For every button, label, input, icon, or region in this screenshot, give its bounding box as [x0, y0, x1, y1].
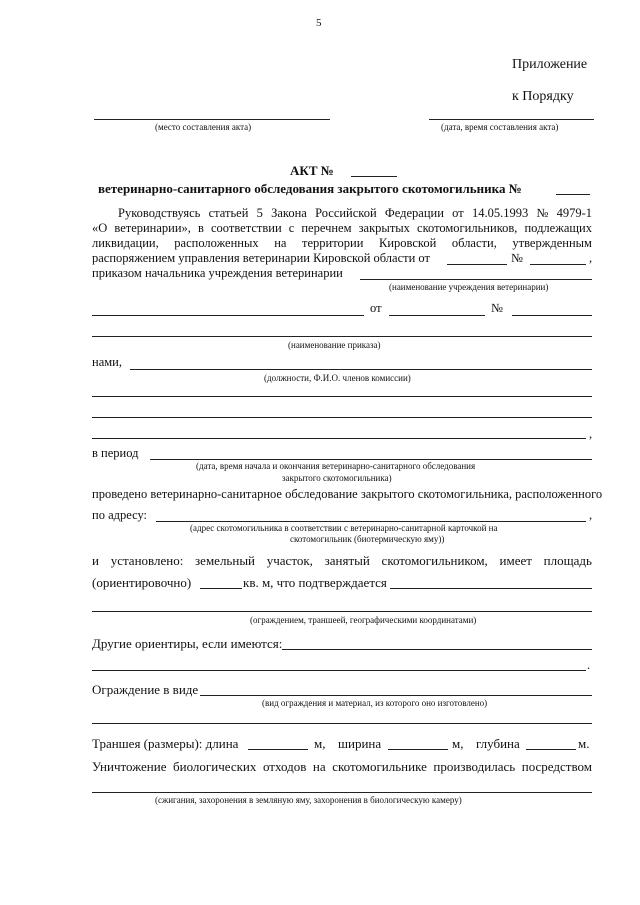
act-subtitle: ветеринарно-санитарного обследования закрытого скотомогильника №	[98, 181, 522, 196]
fence-caption: (вид ограждения и материал, из которого оно изготовлено)	[262, 698, 488, 708]
trench-length-line[interactable]	[248, 749, 308, 750]
institution-caption: (наименование учреждения ветеринарии)	[389, 282, 549, 292]
intro-line-1: Руководствуясь статьей 5 Закона Российской Федерации от 14.05.1993 № 4979-1	[118, 206, 592, 220]
fence-line[interactable]	[200, 695, 592, 696]
trench-label: Траншея (размеры): длина	[92, 736, 239, 751]
address-line[interactable]	[156, 521, 586, 522]
landmarks-line-2[interactable]	[92, 670, 586, 671]
commission-line-1[interactable]	[130, 369, 592, 370]
period-line[interactable]	[150, 459, 592, 460]
datetime-line[interactable]	[429, 119, 594, 120]
conducted-text: проведено ветеринарно-санитарное обследование закрытого скотомогильника, расположенного	[92, 487, 603, 501]
commission-line-2[interactable]	[92, 396, 592, 397]
decree-date-line[interactable]	[447, 264, 507, 265]
address-comma: ,	[589, 508, 593, 522]
datetime-caption: (дата, время составления акта)	[441, 122, 559, 132]
commission-line-3[interactable]	[92, 417, 592, 418]
order-name-line[interactable]	[92, 315, 364, 316]
trench-width-label: ширина	[338, 736, 382, 751]
intro-line-3: ликвидации, расположенных на территории Кировской области, утвержденным	[92, 236, 592, 250]
period-caption-2: закрытого скотомогильника)	[282, 473, 392, 483]
from-label: от	[370, 301, 382, 315]
commission-comma: ,	[589, 427, 593, 441]
act-title: АКТ №	[290, 163, 334, 178]
address-caption-2: скотомогильник (биотермическую яму))	[290, 534, 445, 544]
period-caption-1: (дата, время начала и окончания ветеринарно-санитарного обследования	[196, 461, 476, 471]
intro-line-2: «О ветеринарии», в соответствии с перечнем закрытых скотомогильников, подлежащих	[92, 221, 592, 235]
trench-m1: м,	[314, 736, 326, 751]
area-line[interactable]	[200, 588, 242, 589]
address-label: по адресу:	[92, 508, 148, 522]
number-sign: №	[511, 251, 523, 265]
institution-line[interactable]	[360, 279, 592, 280]
confirmed-by-line-2[interactable]	[92, 611, 592, 612]
landmarks-label: Другие ориентиры, если имеются:	[92, 636, 283, 651]
trench-width-line[interactable]	[388, 749, 448, 750]
order-number-sign: №	[491, 301, 503, 315]
commission-caption: (должности, Ф.И.О. членов комиссии)	[264, 373, 411, 383]
confirmed-caption: (ограждением, траншеей, географическими координатами)	[250, 615, 477, 625]
appendix-subtitle: к Порядку	[512, 89, 574, 104]
trench-depth-line[interactable]	[526, 749, 576, 750]
order-name-line-2[interactable]	[92, 336, 592, 337]
burial-number-line[interactable]	[556, 194, 590, 195]
destruction-caption: (сжигания, захоронения в земляную яму, захоронения в биологическую камеру)	[155, 795, 462, 805]
address-caption-1: (адрес скотомогильника в соответствии с ветеринарно-санитарной карточкой на	[190, 523, 498, 533]
order-date-line[interactable]	[389, 315, 485, 316]
destruction-method-line[interactable]	[92, 792, 592, 793]
landmarks-period: .	[587, 658, 591, 672]
comma-mark: ,	[589, 251, 593, 265]
place-caption: (место составления акта)	[155, 122, 252, 132]
approx-label: (ориентировочно)	[92, 575, 192, 590]
trench-m3: м.	[578, 736, 590, 751]
trench-depth-label: глубина	[476, 736, 520, 751]
fence-line-2[interactable]	[92, 723, 592, 724]
intro-line-4: распоряжением управления ветеринарии Кировской области от	[92, 251, 430, 265]
place-line[interactable]	[94, 119, 330, 120]
intro-line-5: приказом начальника учреждения ветеринарии	[92, 266, 343, 280]
order-number-line[interactable]	[512, 315, 592, 316]
established-line: и установлено: земельный участок, занятый скотомогильником, имеет площадь	[92, 553, 592, 568]
page-number: 5	[316, 17, 322, 29]
destruction-line: Уничтожение биологических отходов на скотомогильнике производилась посредством	[92, 759, 592, 774]
sqm-label: кв. м, что подтверждается	[243, 575, 387, 590]
decree-number-line[interactable]	[530, 264, 586, 265]
order-caption: (наименование приказа)	[288, 340, 381, 350]
act-number-line[interactable]	[351, 176, 397, 177]
confirmed-by-line[interactable]	[390, 588, 592, 589]
period-label: в период	[92, 446, 139, 460]
appendix-title: Приложение	[512, 57, 588, 72]
landmarks-line-1[interactable]	[282, 649, 592, 650]
commission-label: нами,	[92, 355, 122, 369]
trench-m2: м,	[452, 736, 464, 751]
commission-line-4[interactable]	[92, 438, 586, 439]
fence-label: Ограждение в виде	[92, 682, 199, 697]
